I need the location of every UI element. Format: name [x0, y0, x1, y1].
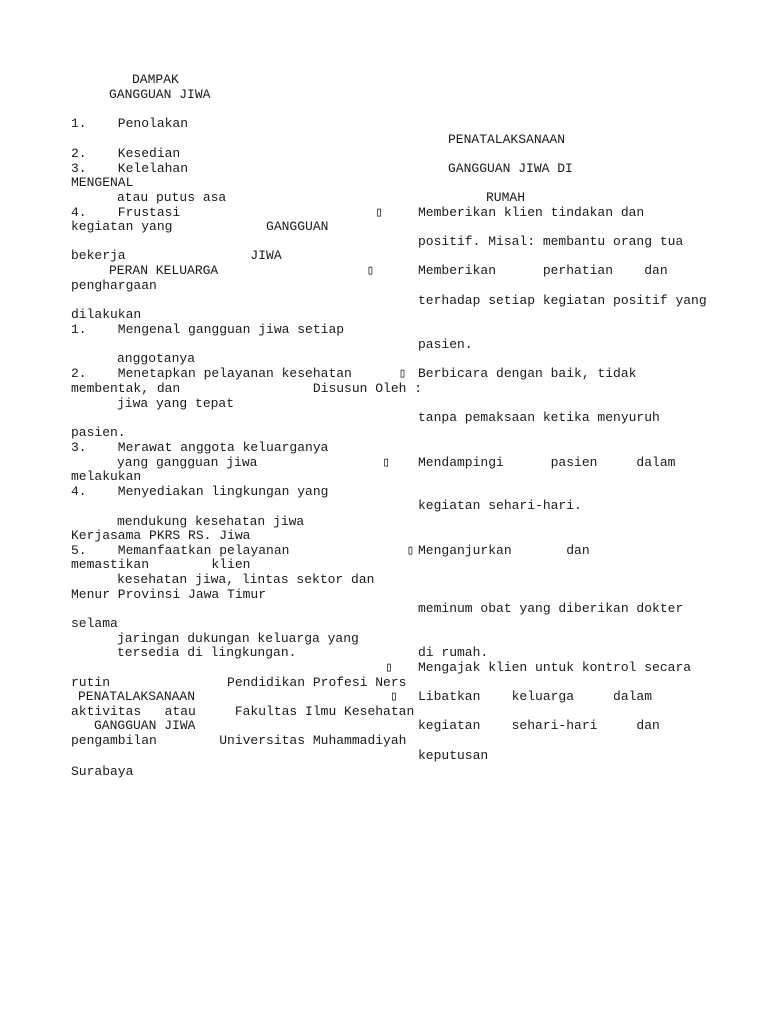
text-line: Memberikan klien tindakan dan [418, 205, 645, 220]
text-line: Kerjasama PKRS RS. Jiwa [71, 528, 251, 543]
text-line: Menganjurkan dan [418, 543, 590, 558]
text-line: kegiatan yang GANGGUAN [71, 219, 329, 234]
list-item: 4. Menyediakan lingkungan yang [71, 484, 329, 499]
list-item: 5. Memanfaatkan pelayanan ▯ [71, 543, 415, 558]
title-gangguan-jiwa-di: GANGGUAN JIWA DI [448, 161, 573, 176]
list-item: 3. Kelelahan [71, 161, 189, 176]
text-line: pasien. [71, 425, 126, 440]
text-line: mendukung kesehatan jiwa [117, 514, 305, 529]
text-line: melakukan [71, 469, 142, 484]
text-line: penghargaan [71, 278, 157, 293]
text-line: dilakukan [71, 307, 142, 322]
text-line: Mengajak klien untuk kontrol secara [418, 660, 692, 675]
text-line: MENGENAL [71, 175, 134, 190]
text-line: atau putus asa [117, 190, 227, 205]
text-line: tanpa pemaksaan ketika menyuruh [418, 410, 660, 425]
text-line: Memberikan perhatian dan [418, 263, 668, 278]
title-gangguan-jiwa: GANGGUAN JIWA [109, 87, 211, 102]
text-line: Menur Provinsi Jawa Timur [71, 587, 267, 602]
text-line: selama [71, 616, 118, 631]
text-line: kesehatan jiwa, lintas sektor dan [117, 572, 375, 587]
text-line: jaringan dukungan keluarga yang [117, 631, 359, 646]
text-line: rutin Pendidikan Profesi Ners [71, 675, 407, 690]
text-line: membentak, dan Disusun Oleh : [71, 381, 423, 396]
text-line: Mendampingi pasien dalam [418, 455, 676, 470]
section-heading-penatalaksanaan: PENATALAKSANAAN ▯ [78, 689, 398, 704]
text-line: bekerja JIWA [71, 248, 282, 263]
text-line: anggotanya [117, 351, 196, 366]
title-penatalaksanaan: PENATALAKSANAAN [448, 132, 566, 147]
text-line: pengambilan Universitas Muhammadiyah [71, 733, 407, 748]
section-heading-peran-keluarga: PERAN KELUARGA ▯ [109, 263, 375, 278]
bullet-glyph: ▯ [385, 660, 393, 675]
list-item: 2. Kesedian [71, 146, 181, 161]
text-line: yang gangguan jiwa ▯ [117, 455, 391, 470]
text-line: keputusan [418, 748, 489, 763]
text-line: aktivitas atau Fakultas Ilmu Kesehatan [71, 704, 415, 719]
list-item: 1. Penolakan [71, 116, 189, 131]
text-line: Libatkan keluarga dalam [418, 689, 653, 704]
text-line: pasien. [418, 337, 473, 352]
section-heading-gangguan-jiwa: GANGGUAN JIWA [94, 718, 196, 733]
title-dampak: DAMPAK [132, 72, 179, 87]
list-item: 1. Mengenal gangguan jiwa setiap [71, 322, 345, 337]
text-line: Berbicara dengan baik, tidak [418, 366, 637, 381]
text-line: kegiatan sehari-hari. [418, 498, 582, 513]
title-rumah: RUMAH [486, 190, 526, 205]
text-line: Surabaya [71, 764, 134, 779]
text-line: di rumah. [418, 645, 489, 660]
text-line: kegiatan sehari-hari dan [418, 718, 660, 733]
text-line: tersedia di lingkungan. [117, 645, 297, 660]
list-item: 3. Merawat anggota keluarganya [71, 440, 329, 455]
list-item: 2. Menetapkan pelayanan kesehatan ▯ [71, 366, 407, 381]
text-line: meminum obat yang diberikan dokter [418, 601, 684, 616]
list-item: 4. Frustasi ▯ [71, 205, 384, 220]
text-line: jiwa yang tepat [117, 396, 235, 411]
text-line: positif. Misal: membantu orang tua [418, 234, 684, 249]
text-line: terhadap setiap kegiatan positif yang [418, 293, 707, 308]
text-line: memastikan klien [71, 557, 251, 572]
